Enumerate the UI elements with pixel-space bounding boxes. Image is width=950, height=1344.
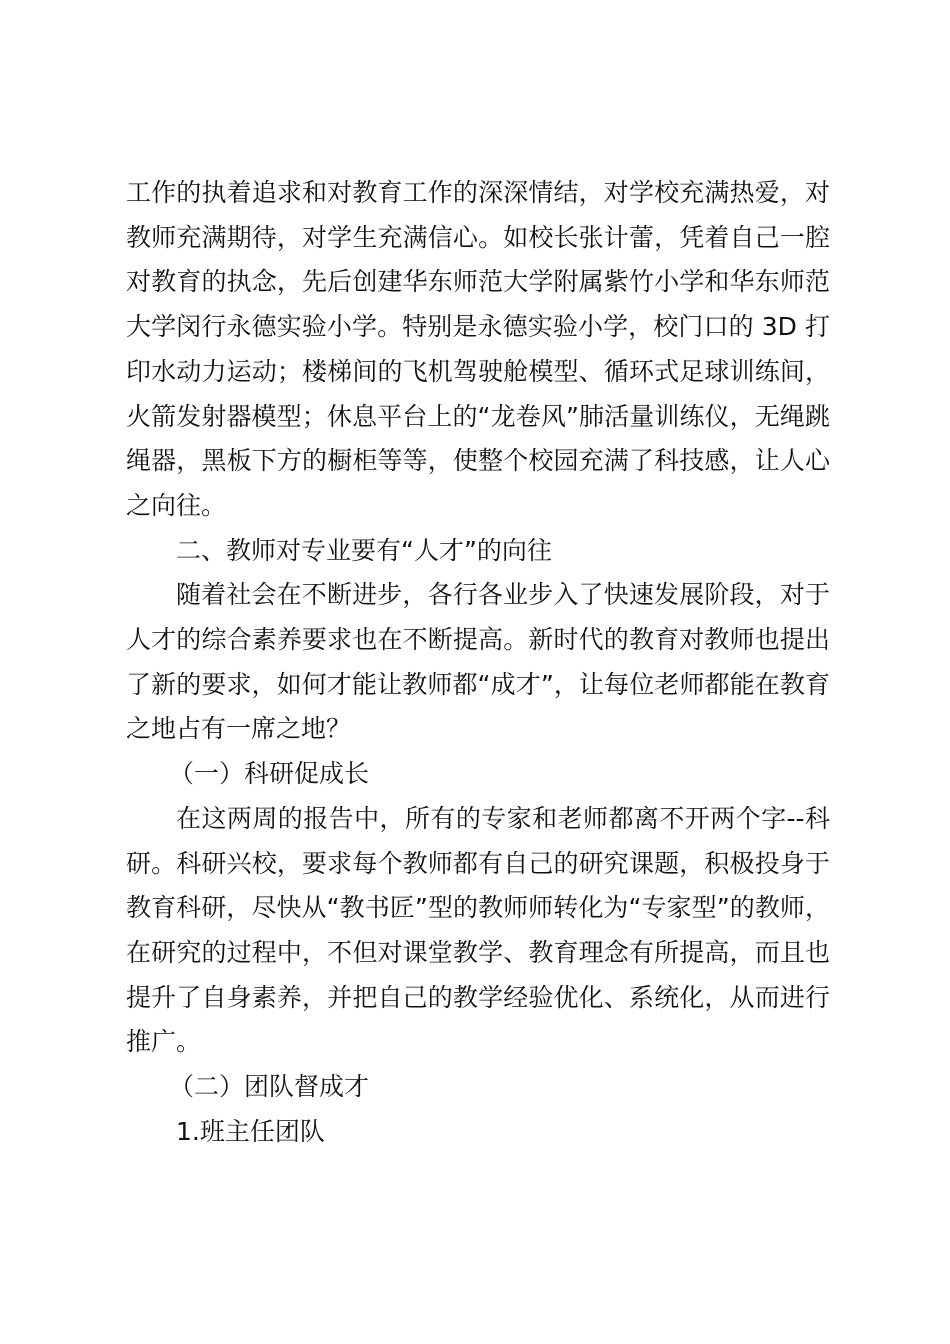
subsection-heading: （二）团队督成才 xyxy=(169,1072,370,1102)
paragraph: 随着社会在不断进步，各行各业步入了快速发展阶段，对于人才的综合素养要求也在不断提高。新时代的教育对教师也提出了新的要求，如何才能让教师都“成才”，让每位老师都能在教育之地占有一席之地？ xyxy=(126,580,830,744)
paragraph: 在这两周的报告中，所有的专家和老师都离不开两个字--科研。科研兴校，要求每个教师都有自己的研究课题，积极投身于教育科研，尽快从“教书匠”型的教师师转化为“专家型”的教师，在研究的过程中，不但对课堂教学、教育理念有所提高，而且也提升了自身素养，并把自己的教学经验优化、系统化，从而进行推广。 xyxy=(126,803,830,1057)
list-heading: 1.班主任团队 xyxy=(176,1116,325,1146)
section-heading: 二、教师对专业要有“人才”的向往 xyxy=(176,535,552,565)
subsection-heading: （一）科研促成长 xyxy=(169,759,370,789)
paragraph-continued: 工作的执着追求和对教育工作的深深情结，对学校充满热爱，对教师充满期待，对学生充满信心。如校长张计蕾，凭着自己一腔对教育的执念，先后创建华东师范大学附属紫竹小学和华东师范大学闵行永德实验小学。特别是永德实验小学，校门口的 3D 打印水动力运动；楼梯间的飞机驾驶舱模型、循环式足球训练间，火箭发射器模型；休息平台上的“龙卷风”肺活量训练仪，无绳跳绳器，黑板下方的橱柜等等，使整个校园充满了科技感，让人心之向往。 xyxy=(126,178,830,520)
document-body xyxy=(126,171,830,1154)
